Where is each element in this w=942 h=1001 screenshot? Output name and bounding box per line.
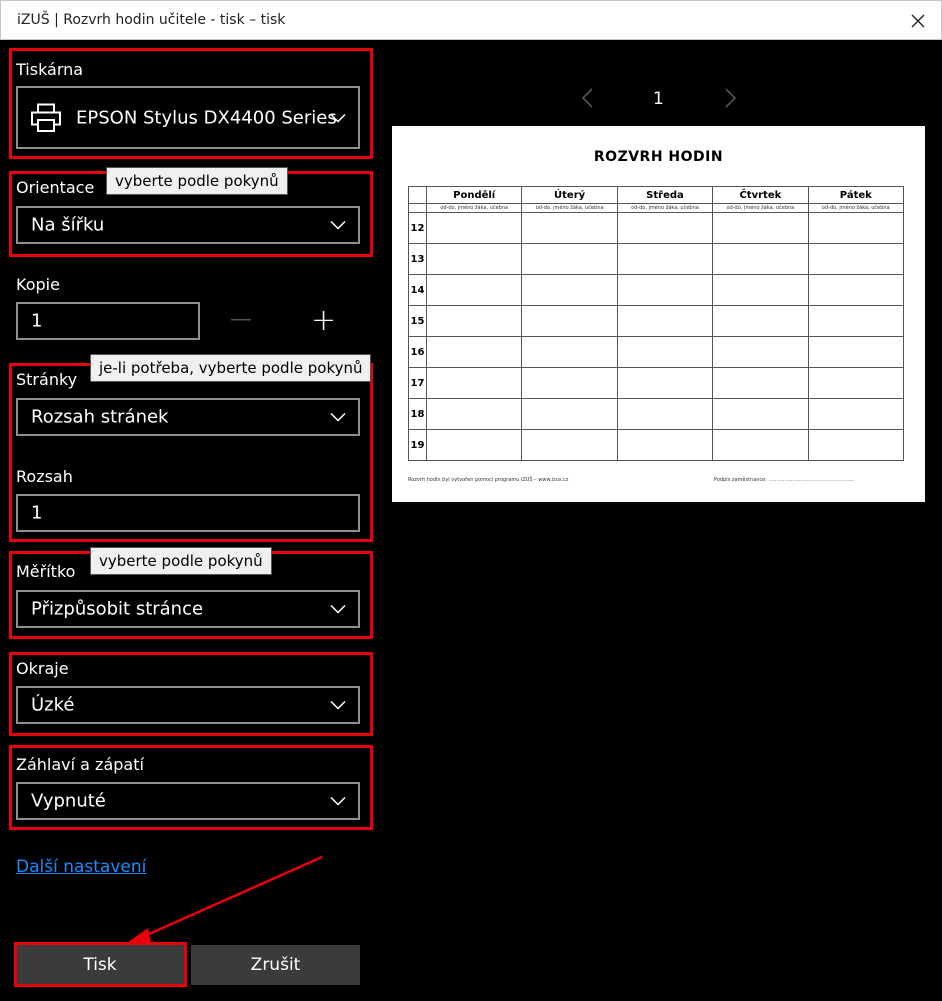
hour-cell: 13	[409, 244, 427, 275]
preview-footer-right: Podpis zaměstnance: ......................................................	[714, 477, 855, 483]
table-row	[409, 244, 904, 275]
day-header: Úterý	[522, 187, 617, 204]
table-row	[409, 337, 904, 368]
table-row	[409, 430, 904, 461]
day-header: Pondělí	[427, 187, 522, 204]
pages-note: je-li potřeba, vyberte podle pokynů	[90, 354, 371, 382]
day-header: Pátek	[808, 187, 903, 204]
corner-cell	[409, 187, 427, 204]
margins-label: Okraje	[16, 659, 69, 678]
orientation-label: Orientace	[16, 178, 95, 197]
table-row	[409, 213, 904, 244]
day-header: Čtvrtek	[713, 187, 808, 204]
sub-header: od-do, jméno žáka, učebna	[522, 204, 617, 213]
range-value: 1	[31, 502, 43, 524]
headers-footers-label: Záhlaví a zápatí	[16, 755, 144, 774]
scale-value: Přizpůsobit stránce	[31, 598, 204, 620]
scale-label: Měřítko	[16, 562, 76, 581]
preview-timetable	[408, 186, 904, 461]
sub-header: od-do, jméno žáka, učebna	[427, 204, 522, 213]
print-button[interactable]: Tisk	[16, 945, 184, 985]
scale-note: vyberte podle pokynů	[90, 547, 272, 575]
preview-title: ROZVRH HODIN	[593, 149, 724, 165]
day-header: Středa	[617, 187, 712, 204]
preview-footer-left: Rozvrh hodin byl vytvořen pomocí programu iZUŠ – www.izus.cz	[408, 477, 569, 483]
more-settings-link[interactable]: Další nastavení	[16, 857, 147, 877]
decrease-copies-button[interactable]: —	[230, 307, 252, 332]
next-page-icon[interactable]	[724, 88, 738, 108]
table-row	[409, 368, 904, 399]
sub-header: od-do, jméno žáka, učebna	[617, 204, 712, 213]
pages-value: Rozsah stránek	[31, 406, 169, 428]
prev-page-icon[interactable]	[580, 88, 594, 108]
table-row	[409, 275, 904, 306]
orientation-note: vyberte podle pokynů	[106, 167, 288, 195]
hour-cell: 15	[409, 306, 427, 337]
printer-value: EPSON Stylus DX4400 Series	[76, 107, 337, 128]
table-row	[409, 306, 904, 337]
cancel-button[interactable]: Zrušit	[191, 945, 360, 985]
copies-label: Kopie	[16, 275, 60, 294]
hour-cell: 17	[409, 368, 427, 399]
pages-label: Stránky	[16, 370, 78, 389]
copies-value: 1	[31, 310, 43, 332]
headers-footers-value: Vypnuté	[31, 790, 106, 812]
page-number: 1	[653, 89, 664, 109]
margins-value: Úzké	[31, 694, 75, 716]
orientation-value: Na šířku	[31, 214, 105, 236]
hour-cell: 18	[409, 399, 427, 430]
sub-header: od-do, jméno žáka, učebna	[713, 204, 808, 213]
hour-cell: 16	[409, 337, 427, 368]
hour-cell: 12	[409, 213, 427, 244]
printer-label: Tiskárna	[16, 60, 84, 79]
window-title: iZUŠ | Rozvrh hodin učitele - tisk – tisk	[17, 12, 286, 28]
hour-cell: 19	[409, 430, 427, 461]
range-label: Rozsah	[16, 467, 73, 486]
hour-cell: 14	[409, 275, 427, 306]
table-row	[409, 399, 904, 430]
increase-copies-button[interactable]: +	[311, 303, 337, 338]
sub-header: od-do, jméno žáka, učebna	[808, 204, 903, 213]
print-preview	[392, 126, 925, 502]
